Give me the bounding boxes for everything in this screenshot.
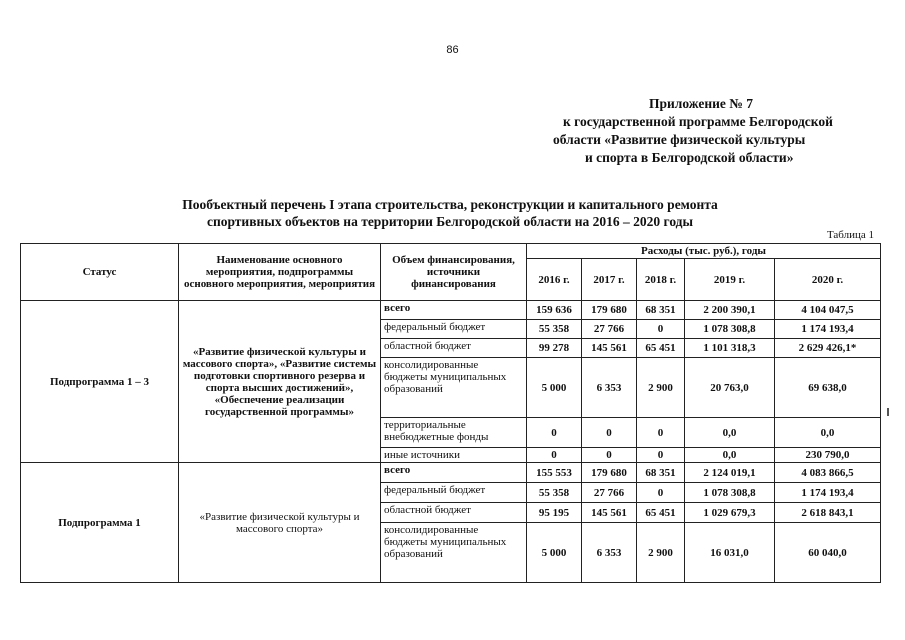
header-year: 2020 г. <box>775 259 881 301</box>
value-cell: 230 790,0 <box>775 448 881 463</box>
appendix-title: Приложение № 7 <box>649 96 753 111</box>
value-cell: 0 <box>582 448 637 463</box>
value-cell: 27 766 <box>582 483 637 503</box>
value-cell: 2 618 843,1 <box>775 503 881 523</box>
value-cell: 65 451 <box>637 503 685 523</box>
document-title-line: Пообъектный перечень I этапа строительства, реконструкции и капитального ремонта <box>182 197 718 212</box>
value-cell: 65 451 <box>637 339 685 358</box>
value-cell: 0,0 <box>685 418 775 448</box>
value-cell: 55 358 <box>527 320 582 339</box>
value-cell: 0 <box>637 320 685 339</box>
header-year: 2019 г. <box>685 259 775 301</box>
value-cell: 0,0 <box>775 418 881 448</box>
scan-mark <box>887 408 889 416</box>
table-row <box>21 463 881 483</box>
source-cell: консолидированные бюджеты муниципальных образований <box>381 523 527 583</box>
description-cell: «Развитие физической культуры и массового спорта» <box>179 463 381 583</box>
value-cell: 0 <box>527 448 582 463</box>
table-row <box>21 301 881 320</box>
page-number: 86 <box>446 44 459 56</box>
value-cell: 0,0 <box>685 448 775 463</box>
value-cell: 1 101 318,3 <box>685 339 775 358</box>
value-cell: 179 680 <box>582 301 637 320</box>
appendix-line: и спорта в Белгородской области» <box>585 150 794 165</box>
value-cell: 5 000 <box>527 358 582 418</box>
value-cell: 2 124 019,1 <box>685 463 775 483</box>
value-cell: 145 561 <box>582 503 637 523</box>
value-cell: 179 680 <box>582 463 637 483</box>
value-cell: 0 <box>527 418 582 448</box>
source-cell: территориальные внебюджетные фонды <box>381 418 527 448</box>
source-cell: федеральный бюджет <box>381 483 527 503</box>
value-cell: 4 104 047,5 <box>775 301 881 320</box>
value-cell: 0 <box>637 483 685 503</box>
value-cell: 2 900 <box>637 358 685 418</box>
header-year: 2016 г. <box>527 259 582 301</box>
value-cell: 1 078 308,8 <box>685 320 775 339</box>
value-cell: 155 553 <box>527 463 582 483</box>
value-cell: 1 029 679,3 <box>685 503 775 523</box>
status-cell: Подпрограмма 1 <box>21 463 179 583</box>
header-status: Статус <box>21 244 179 301</box>
source-cell: всего <box>381 463 527 483</box>
appendix-block <box>545 95 885 167</box>
value-cell: 68 351 <box>637 463 685 483</box>
header-year: 2017 г. <box>582 259 637 301</box>
status-cell: Подпрограмма 1 – 3 <box>21 301 179 463</box>
value-cell: 2 900 <box>637 523 685 583</box>
value-cell: 1 174 193,4 <box>775 483 881 503</box>
source-cell: областной бюджет <box>381 503 527 523</box>
value-cell: 95 195 <box>527 503 582 523</box>
source-cell: иные источники <box>381 448 527 463</box>
description-cell: «Развитие физической культуры и массового спорта», «Развитие системы подготовки спортивного резерва и спорта высших достижений», «Обеспечение реализации государственной программы» <box>179 301 381 463</box>
value-cell: 6 353 <box>582 358 637 418</box>
value-cell: 2 200 390,1 <box>685 301 775 320</box>
value-cell: 1 078 308,8 <box>685 483 775 503</box>
expenses-table <box>20 243 881 583</box>
value-cell: 16 031,0 <box>685 523 775 583</box>
value-cell: 99 278 <box>527 339 582 358</box>
value-cell: 55 358 <box>527 483 582 503</box>
table-label: Таблица 1 <box>826 229 874 241</box>
value-cell: 4 083 866,5 <box>775 463 881 483</box>
document-title-line: спортивных объектов на территории Белгородской области на 2016 – 2020 годы <box>206 214 694 229</box>
value-cell: 68 351 <box>637 301 685 320</box>
value-cell: 145 561 <box>582 339 637 358</box>
value-cell: 159 636 <box>527 301 582 320</box>
source-cell: консолидированные бюджеты муниципальных образований <box>381 358 527 418</box>
value-cell: 60 040,0 <box>775 523 881 583</box>
header-name: Наименование основного мероприятия, подпрограммы основного мероприятия, мероприятия <box>179 244 381 301</box>
header-year: 2018 г. <box>637 259 685 301</box>
value-cell: 1 174 193,4 <box>775 320 881 339</box>
value-cell: 0 <box>582 418 637 448</box>
source-cell: областной бюджет <box>381 339 527 358</box>
document-title <box>60 196 840 230</box>
value-cell: 6 353 <box>582 523 637 583</box>
value-cell: 0 <box>637 418 685 448</box>
value-cell: 0 <box>637 448 685 463</box>
value-cell: 27 766 <box>582 320 637 339</box>
header-expenses: Расходы (тыс. руб.), годы <box>527 244 881 259</box>
header-funding: Объем финансирования, источники финансирования <box>381 244 527 301</box>
appendix-line: области «Развитие физической культуры <box>553 132 806 147</box>
value-cell: 20 763,0 <box>685 358 775 418</box>
source-cell: всего <box>381 301 527 320</box>
appendix-line: к государственной программе Белгородской <box>563 114 833 129</box>
value-cell: 2 629 426,1* <box>775 339 881 358</box>
source-cell: федеральный бюджет <box>381 320 527 339</box>
value-cell: 69 638,0 <box>775 358 881 418</box>
value-cell: 5 000 <box>527 523 582 583</box>
